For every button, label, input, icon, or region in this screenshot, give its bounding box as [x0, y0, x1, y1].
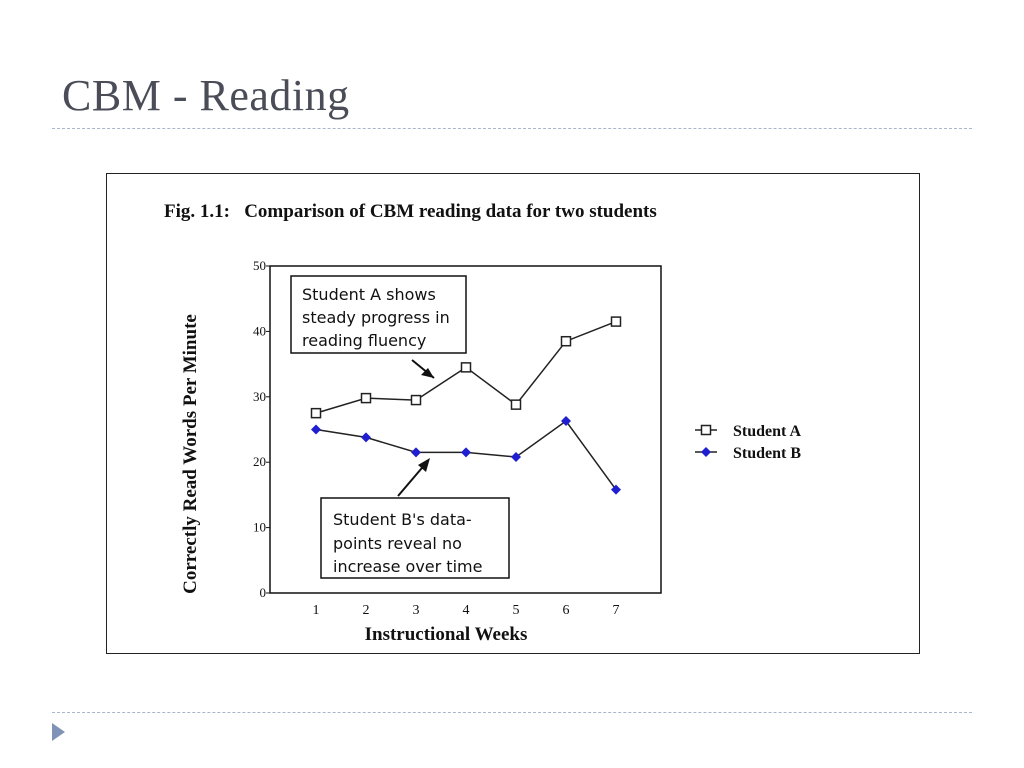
point-student-b-week-7: [611, 485, 621, 495]
annotation-student-a: [291, 276, 466, 378]
x-axis-label: Instructional Weeks: [364, 624, 528, 645]
annotation-b-line-1: Student B's data-: [333, 510, 472, 529]
point-student-b-week-3: [411, 447, 421, 457]
x-tick-label: 6: [562, 603, 570, 618]
y-axis-ticks: [253, 258, 270, 600]
point-student-b-week-1: [311, 425, 321, 435]
annotation-student-b: [321, 458, 509, 578]
point-student-a-week-7: [612, 317, 621, 326]
point-student-b-week-6: [561, 416, 571, 426]
point-student-b-week-2: [361, 432, 371, 442]
y-tick-label: 30: [253, 388, 266, 404]
y-tick-label: 10: [253, 519, 266, 535]
x-tick-label: 1: [312, 603, 320, 618]
y-tick-label: 20: [253, 454, 266, 470]
legend-marker-b: [701, 447, 711, 457]
legend-label-b: Student B: [733, 445, 802, 462]
point-student-a-week-5: [512, 400, 521, 409]
annotation-a-line-1: Student A shows: [302, 285, 436, 304]
point-student-a-week-4: [462, 363, 471, 372]
x-tick-label: 3: [412, 603, 420, 618]
y-axis-label: Correctly Read Words Per Minute: [180, 314, 201, 594]
slide-title: CBM - Reading: [62, 71, 350, 120]
y-tick-label: 50: [253, 258, 266, 273]
y-tick-label: 0: [259, 585, 266, 600]
point-student-a-week-3: [412, 396, 421, 405]
annotation-b-line-3: increase over time: [333, 557, 483, 576]
point-student-a-week-1: [312, 409, 321, 418]
footer-divider: [52, 712, 972, 713]
y-tick-label: 40: [253, 323, 266, 339]
x-tick-label: 4: [462, 603, 470, 618]
point-student-a-week-2: [362, 394, 371, 403]
annotation-b-line-2: points reveal no: [333, 534, 462, 553]
annotation-a-line-2: steady progress in: [302, 308, 450, 327]
legend-label-a: Student A: [733, 423, 802, 440]
chart-title: Fig. 1.1: Comparison of CBM reading data for two students: [164, 201, 657, 222]
x-tick-label: 2: [362, 603, 370, 618]
point-student-b-week-4: [461, 447, 471, 457]
next-slide-arrow-icon[interactable]: [52, 723, 65, 741]
x-axis-ticks: [313, 603, 620, 618]
legend-marker-a: [702, 426, 711, 435]
x-tick-label: 7: [612, 603, 620, 618]
annotation-a-line-3: reading fluency: [302, 331, 427, 350]
x-tick-label: 5: [512, 603, 520, 618]
legend: [695, 423, 801, 462]
point-student-b-week-5: [511, 452, 521, 462]
point-student-a-week-6: [562, 337, 571, 346]
